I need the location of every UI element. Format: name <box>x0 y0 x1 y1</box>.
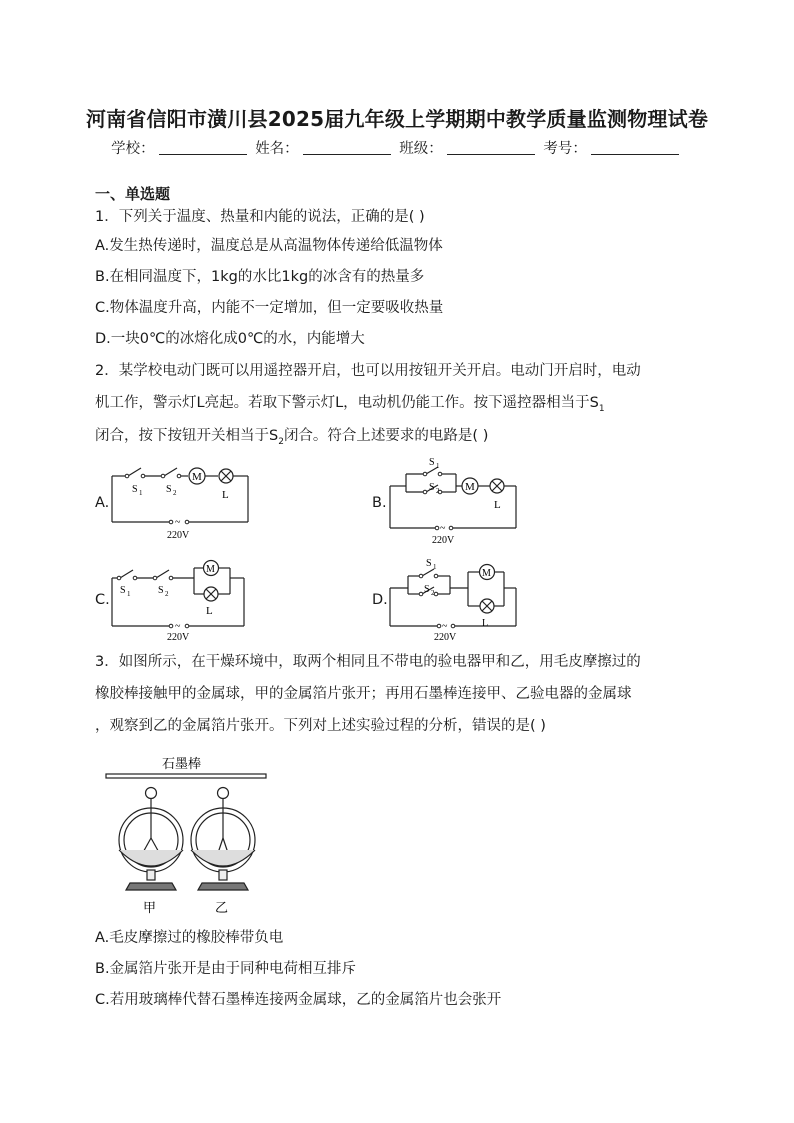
q1-option-b[interactable]: B.在相同温度下，1kg的水比1kg的冰含有的热量多 <box>95 269 425 285</box>
circuit-diagram-b <box>386 456 536 546</box>
q2-stem-line3: 闭合，按下按钮开关相当于$S_2$闭合。符合上述要求的电路是( ) <box>95 428 489 447</box>
svg-text:L: L <box>482 618 489 629</box>
svg-text:220V: 220V <box>167 632 190 642</box>
class-label: 班级： <box>399 141 443 157</box>
motor-label: M <box>192 471 202 483</box>
svg-text:S: S <box>429 457 435 468</box>
svg-text:1: 1 <box>433 563 437 571</box>
svg-text:~: ~ <box>175 621 181 632</box>
svg-text:1: 1 <box>436 462 440 470</box>
school-label: 学校： <box>111 141 155 157</box>
electroscope-right <box>191 788 255 891</box>
svg-text:~: ~ <box>175 517 181 528</box>
page-title: 河南省信阳市潢川县2025届九年级上学期期中教学质量监测物理试卷 <box>85 107 709 131</box>
svg-text:2: 2 <box>431 589 435 597</box>
label-jia: 甲 <box>143 900 157 915</box>
svg-text:1: 1 <box>127 590 131 598</box>
q2-option-d-label[interactable]: D. <box>372 592 388 608</box>
svg-text:2: 2 <box>165 590 169 598</box>
q2-option-b-label[interactable]: B. <box>372 495 387 511</box>
svg-text:M: M <box>465 481 475 493</box>
svg-text:M: M <box>482 568 491 579</box>
q1-stem: 1．下列关于温度、热量和内能的说法，正确的是( ) <box>95 209 425 225</box>
svg-text:220V: 220V <box>434 632 457 643</box>
svg-text:220V: 220V <box>432 535 455 546</box>
graphite-rod-label: 石墨棒 <box>162 756 202 771</box>
electroscope-left <box>119 788 183 891</box>
svg-text:1: 1 <box>139 489 143 497</box>
circuit-diagram-c <box>108 552 258 642</box>
name-label: 姓名： <box>255 141 299 157</box>
label-yi: 乙 <box>215 900 229 915</box>
q1-option-d[interactable]: D.一块0℃的冰熔化成0℃的水，内能增大 <box>95 331 365 347</box>
q1-option-c[interactable]: C.物体温度升高，内能不一定增加，但一定要吸收热量 <box>95 300 444 316</box>
q2-option-c-label[interactable]: C. <box>95 592 110 608</box>
section-heading: 一、单选题 <box>95 185 171 203</box>
svg-text:~: ~ <box>442 621 448 632</box>
graphite-rod <box>106 774 266 778</box>
q3-option-b[interactable]: B.金属箔片张开是由于同种电荷相互排斥 <box>95 961 357 977</box>
q3-option-c[interactable]: C.若用玻璃棒代替石墨棒连接两金属球，乙的金属箔片也会张开 <box>95 992 502 1008</box>
svg-text:S: S <box>120 585 126 596</box>
svg-text:L: L <box>494 499 501 511</box>
svg-text:S: S <box>132 484 138 495</box>
svg-text:L: L <box>206 605 213 617</box>
svg-text:S: S <box>426 558 432 569</box>
exam-no-blank[interactable] <box>591 140 679 155</box>
q3-option-a[interactable]: A.毛皮摩擦过的橡胶棒带负电 <box>95 930 284 946</box>
svg-text:S: S <box>429 482 435 493</box>
svg-text:S: S <box>166 484 172 495</box>
q2-option-a-label[interactable]: A. <box>95 495 110 511</box>
svg-text:~: ~ <box>440 523 446 534</box>
voltage-label: 220V <box>167 530 190 541</box>
svg-text:2: 2 <box>436 487 440 495</box>
svg-text:M: M <box>206 564 215 575</box>
svg-text:S: S <box>424 584 430 595</box>
q1-option-a[interactable]: A.发生热传递时，温度总是从高温物体传递给低温物体 <box>95 238 443 254</box>
class-blank[interactable] <box>447 140 535 155</box>
q2-stem-line1: 2．某学校电动门既可以用遥控器开启，也可以用按钮开关开启。电动门开启时，电动 <box>95 363 641 379</box>
q3-stem-line3: ，观察到乙的金属箔片张开。下列对上述实验过程的分析，错误的是( ) <box>95 718 546 734</box>
name-blank[interactable] <box>303 140 391 155</box>
q3-stem-line1: 3．如图所示，在干燥环境中，取两个相同且不带电的验电器甲和乙，用毛皮摩擦过的 <box>95 654 641 670</box>
school-blank[interactable] <box>159 140 247 155</box>
exam-no-label: 考号： <box>543 141 587 157</box>
q2-stem-line2: 机工作，警示灯L亮起。若取下警示灯L，电动机仍能工作。按下遥控器相当于$S_1$ <box>95 395 605 414</box>
circuit-diagram-d <box>386 548 536 644</box>
q3-stem-line2: 橡胶棒接触甲的金属球，甲的金属箔片张开；再用石墨棒连接甲、乙验电器的金属球 <box>95 686 632 702</box>
circuit-diagram-a <box>108 462 258 542</box>
electroscope-figure <box>104 752 274 917</box>
lamp-label: L <box>222 489 229 501</box>
student-info-line <box>0 137 794 158</box>
svg-text:S: S <box>158 585 164 596</box>
svg-text:2: 2 <box>173 489 177 497</box>
